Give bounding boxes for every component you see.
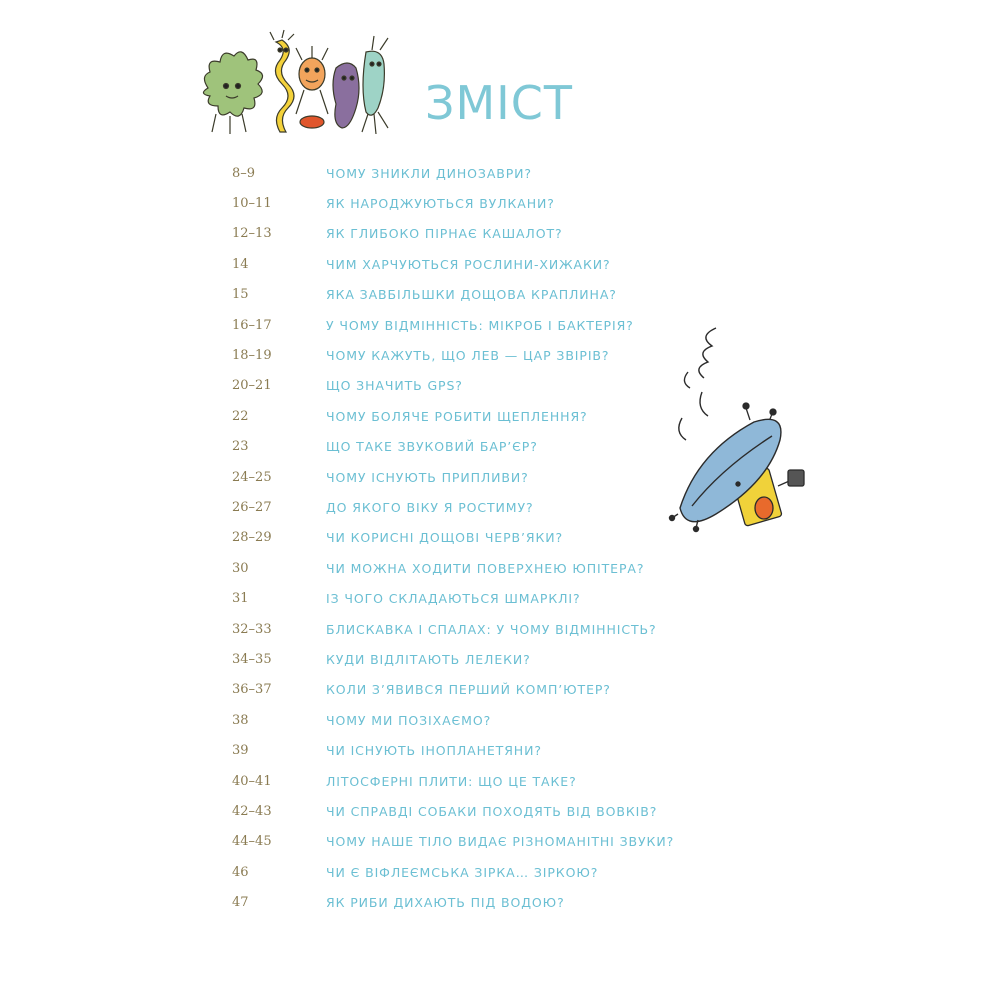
toc-question: ЧИМ ХАРЧУЮТЬСЯ РОСЛИНИ-ХИЖАКИ? [326,256,611,272]
toc-entry [232,857,752,887]
toc-question: ЧОМУ МИ ПОЗІХАЄМО? [326,712,492,728]
toc-question: ЧИ СПРАВДІ СОБАКИ ПОХОДЯТЬ ВІД ВОВКІВ? [326,803,658,819]
toc-page-range: 36–37 [232,682,272,698]
page-title: ЗМІСТ [425,76,573,130]
toc-question: ЧИ МОЖНА ХОДИТИ ПОВЕРХНЕЮ ЮПІТЕРА? [326,560,645,576]
toc-page-range: 10–11 [232,196,272,212]
toc-question: ЩО ТАКЕ ЗВУКОВИЙ БАР’ЄР? [326,439,538,455]
toc-question: У ЧОМУ ВІДМІННІСТЬ: МІКРОБ І БАКТЕРІЯ? [326,317,634,333]
toc-entry [232,188,752,218]
toc-question: ЩО ЗНАЧИТЬ GPS? [326,378,463,394]
toc-page-range: 12–13 [232,226,272,242]
toc-question: ДО ЯКОГО ВІКУ Я РОСТИМУ? [326,499,534,515]
toc-page-range: 31 [232,591,249,607]
ufo-character-icon [668,322,828,542]
toc-entry [232,644,752,674]
toc-page-range: 38 [232,712,249,728]
toc-page-range: 15 [232,287,249,303]
toc-page-range: 24–25 [232,469,272,485]
toc-question: ЧИ Є ВІФЛЕЄМСЬКА ЗІРКА… ЗІРКОЮ? [326,864,599,880]
toc-question: ЧИ КОРИСНІ ДОЩОВІ ЧЕРВ’ЯКИ? [326,530,564,546]
toc-page-range: 46 [232,864,249,880]
toc-question: ЧОМУ КАЖУТЬ, ЩО ЛЕВ — ЦАР ЗВІРІВ? [326,348,610,364]
toc-page-range: 18–19 [232,348,272,364]
toc-entry [232,219,752,249]
toc-question: ЯКА ЗАВБІЛЬШКИ ДОЩОВА КРАПЛИНА? [326,287,617,303]
toc-question: ЛІТОСФЕРНІ ПЛИТИ: ЩО ЦЕ ТАКЕ? [326,773,577,789]
toc-page-range: 16–17 [232,317,272,333]
toc-entry [232,705,752,735]
toc-question: ЧОМУ ІСНУЮТЬ ПРИПЛИВИ? [326,469,529,485]
toc-question: ЧОМУ НАШЕ ТІЛО ВИДАЄ РІЗНОМАНІТНІ ЗВУКИ? [326,834,675,850]
toc-page-range: 44–45 [232,834,272,850]
toc-entry [232,280,752,310]
toc-entry [232,675,752,705]
toc-page-range: 28–29 [232,530,272,546]
toc-question: ІЗ ЧОГО СКЛАДАЮТЬСЯ ШМАРКЛІ? [326,591,581,607]
toc-question: ЧОМУ БОЛЯЧЕ РОБИТИ ЩЕПЛЕННЯ? [326,408,588,424]
toc-entry [232,553,752,583]
toc-question: БЛИСКАВКА І СПАЛАХ: У ЧОМУ ВІДМІННІСТЬ? [326,621,657,637]
toc-page-range: 26–27 [232,499,272,515]
toc-question: ЧИ ІСНУЮТЬ ІНОПЛАНЕТЯНИ? [326,743,542,759]
toc-page-range: 8–9 [232,165,256,181]
toc-page-range: 22 [232,408,249,424]
toc-question: ЯК ГЛИБОКО ПІРНАЄ КАШАЛОТ? [326,226,563,242]
toc-page-range: 47 [232,895,249,911]
toc-page-range: 14 [232,256,249,272]
toc-entry [232,827,752,857]
toc-question: КУДИ ВІДЛІТАЮТЬ ЛЕЛЕКИ? [326,651,531,667]
toc-question: ЧОМУ ЗНИКЛИ ДИНОЗАВРИ? [326,165,532,181]
toc-page-range: 30 [232,560,249,576]
toc-entry [232,887,752,917]
toc-question: ЯК НАРОДЖУЮТЬСЯ ВУЛКАНИ? [326,196,555,212]
toc-entry [232,766,752,796]
toc-question: ЯК РИБИ ДИХАЮТЬ ПІД ВОДОЮ? [326,895,565,911]
toc-page-range: 42–43 [232,803,272,819]
toc-entry [232,158,752,188]
toc-entry [232,796,752,826]
toc-entry [232,735,752,765]
toc-page-range: 20–21 [232,378,272,394]
toc-entry [232,249,752,279]
toc-page-range: 40–41 [232,773,272,789]
toc-page-range: 39 [232,743,249,759]
toc-entry [232,583,752,613]
microbe-characters-icon [196,28,396,140]
toc-entry [232,614,752,644]
toc-page-range: 34–35 [232,651,272,667]
toc-question: КОЛИ З’ЯВИВСЯ ПЕРШИЙ КОМП’ЮТЕР? [326,682,611,698]
toc-page-range: 23 [232,439,249,455]
toc-page-range: 32–33 [232,621,272,637]
